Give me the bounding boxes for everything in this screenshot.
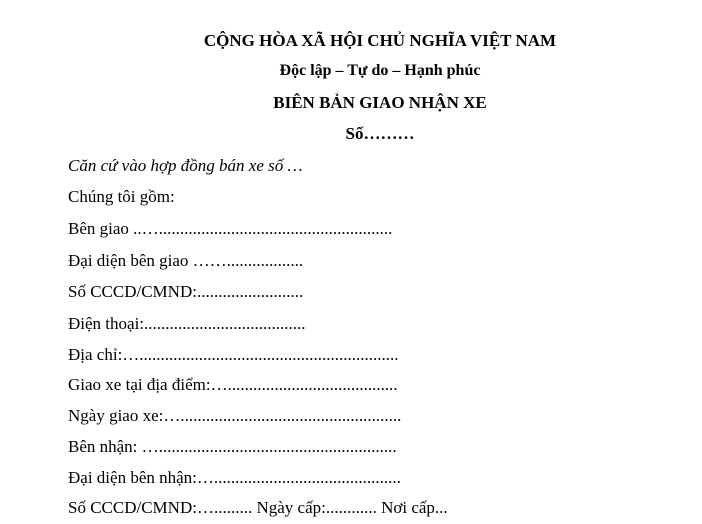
- receiver-id-line: Số CCCD/CMND:…......... Ngày cấp:............ Nơi cấp...: [68, 498, 448, 517]
- receiving-party-line: Bên nhận: …........................................................: [68, 437, 397, 456]
- address-line: Địa chỉ:….............................................................: [68, 345, 399, 364]
- delivery-date-line: Ngày giao xe:…....................................................: [68, 406, 402, 425]
- national-title: CỘNG HÒA XÃ HỘI CHỦ NGHĨA VIỆT NAM: [203, 31, 557, 50]
- document-title: BIÊN BẢN GIAO NHẬN XE: [273, 93, 487, 112]
- delivery-location-line: Giao xe tại địa điểm:…........................................: [68, 375, 398, 394]
- parties-intro: Chúng tôi gồm:: [68, 187, 175, 206]
- delivering-party-line: Bên giao ..….......................................................: [68, 219, 393, 238]
- basis-line: Căn cứ vào hợp đồng bán xe số …: [68, 156, 303, 175]
- national-motto: Độc lập – Tự do – Hạnh phúc: [279, 62, 481, 79]
- id-number-line: Số CCCD/CMND:.........................: [68, 282, 304, 301]
- receiving-representative-line: Đại diện bên nhận:…............................................: [68, 468, 401, 487]
- phone-line: Điện thoại:......................................: [68, 314, 306, 333]
- delivering-representative-line: Đại diện bên giao ……..................: [68, 251, 304, 270]
- document-number: Số………: [345, 124, 415, 143]
